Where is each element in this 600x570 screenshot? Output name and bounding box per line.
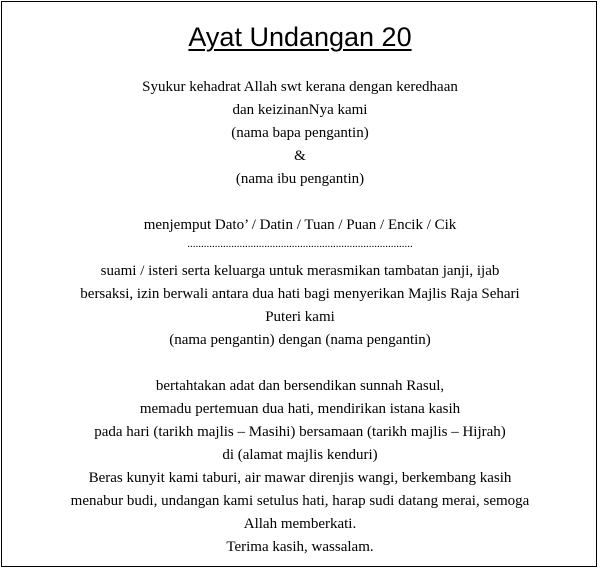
blank-line bbox=[0, 352, 600, 375]
invitation-body bbox=[0, 76, 600, 559]
text-line: memadu pertemuan dua hati, mendirikan istana kasih bbox=[139, 401, 461, 417]
text-line: Beras kunyit kami taburi, air mawar direnjis wangi, berkembang kasih bbox=[88, 470, 512, 486]
name-fill-in-dotted-line: .................................................................................. bbox=[187, 238, 413, 250]
text-line: Puteri kami bbox=[265, 309, 335, 325]
text-line: (nama pengantin) dengan (nama pengantin) bbox=[169, 332, 431, 348]
text-line: di (alamat majlis kenduri) bbox=[222, 447, 378, 463]
text-line: pada hari (tarikh majlis – Masihi) bersamaan (tarikh majlis – Hijrah) bbox=[94, 424, 506, 440]
text-line: (nama ibu pengantin) bbox=[235, 171, 365, 187]
text-line: bertahtakan adat dan bersendikan sunnah Rasul, bbox=[155, 378, 445, 394]
text-line: (nama bapa pengantin) bbox=[231, 125, 369, 141]
text-line: & bbox=[294, 148, 306, 164]
text-line: Terima kasih, wassalam. bbox=[226, 539, 374, 555]
text-line: bersaksi, izin berwali antara dua hati bagi menyerikan Majlis Raja Sehari bbox=[80, 286, 520, 302]
text-line: dan keizinanNya kami bbox=[232, 102, 368, 118]
text-line: menjemput Dato’ / Datin / Tuan / Puan / Encik / Cik bbox=[143, 217, 457, 233]
text-line: menabur budi, undangan kami setulus hati, harap sudi datang merai, semoga bbox=[70, 493, 530, 509]
text-line: suami / isteri serta keluarga untuk merasmikan tambatan janji, ijab bbox=[100, 263, 500, 279]
document-title: Ayat Undangan 20 bbox=[188, 22, 412, 52]
text-line: Syukur kehadrat Allah swt kerana dengan keredhaan bbox=[142, 79, 458, 95]
blank-line bbox=[0, 191, 600, 214]
text-line: Allah memberkati. bbox=[243, 516, 357, 532]
